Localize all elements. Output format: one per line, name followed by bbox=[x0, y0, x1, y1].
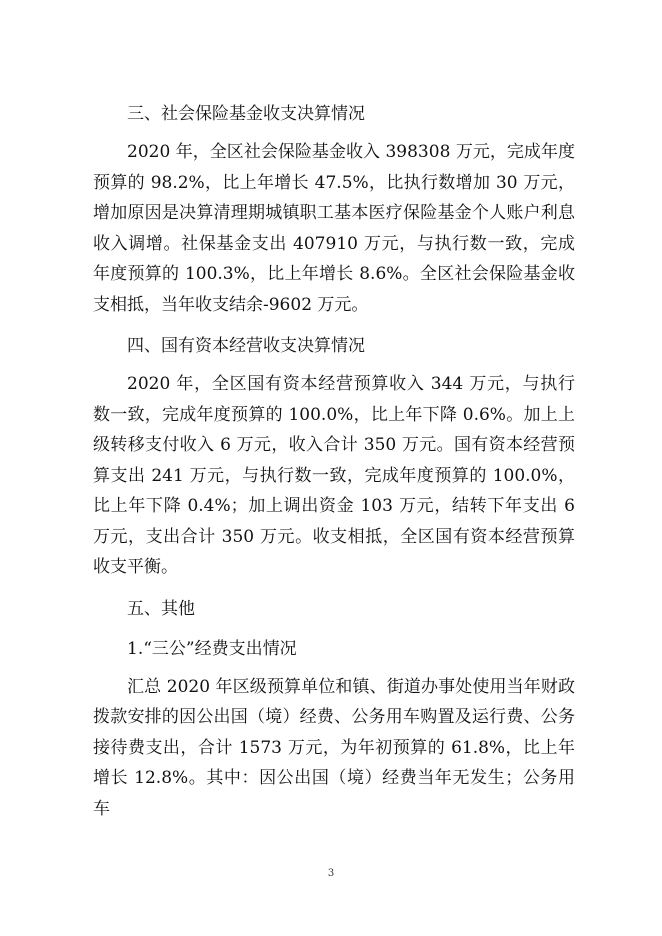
section-heading-state-capital: 四、国有资本经营收支决算情况 bbox=[127, 336, 365, 356]
paragraph-three-public-expenses: 汇总 2020 年区级预算单位和镇、街道办事处使用当年财政拨款安排的因公出国（境）经费、公务用车购置及运行费、公务接待费支出，合计 1573 万元，为年初预算的 61.8%，比上年增长 12.8%。其中：因公出国（境）经费当年无发生；公务用车 bbox=[93, 676, 575, 819]
section-heading-social-insurance: 三、社会保险基金收支决算情况 bbox=[127, 104, 365, 124]
section-heading-other: 五、其他 bbox=[127, 598, 195, 619]
paragraph-social-insurance: 2020 年，全区社会保险基金收入 398308 万元，完成年度预算的 98.2%，比上年增长 47.5%，比执行数增加 30 万元，增加原因是决算清理期城镇职工基本医疗保险基金个人账户利息收入调增。社保基金支出 407910 万元，与执行数一致，完成年度预算的 100.3%，比上年增长 8.6%。全区社会保险基金收支相抵，当年收支结余-9602 万元。 bbox=[93, 142, 575, 315]
paragraph-state-capital: 2020 年，全区国有资本经营预算收入 344 万元，与执行数一致，完成年度预算的 100.0%，比上年下降 0.6%。加上上级转移支付收入 6 万元，收入合计 350 万元。国有资本经营预算支出 241 万元，与执行数一致，完成年度预算的 100.0%，比上年下降 0.4%；加上调出资金 103 万元，结转下年支出 6 万元，支出合计 350 万元。收支相抵，全区国有资本经营预算收支平衡。 bbox=[93, 374, 575, 577]
page-number: 3 bbox=[327, 868, 335, 879]
page-content bbox=[93, 97, 575, 833]
subheading-three-public-expenses: 1.“三公”经费支出情况 bbox=[127, 638, 297, 659]
